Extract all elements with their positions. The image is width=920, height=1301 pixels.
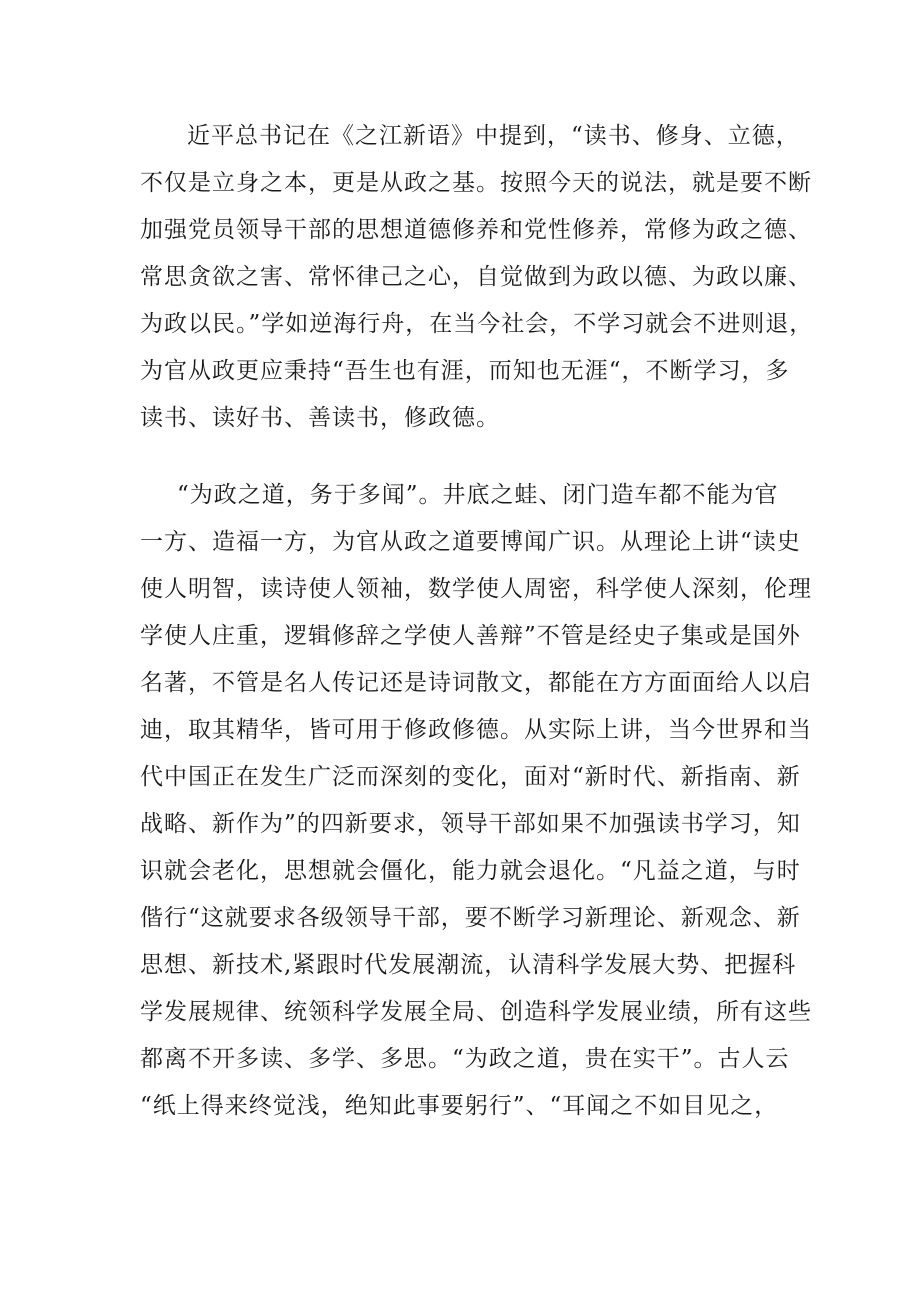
paragraph-2-line-12: 学发展规律、统领科学发展全局、创造科学发展业绩，所有这些 — [140, 999, 812, 1025]
paragraph-2-line-3: 使人明智，读诗使人领袖，数学使人周密，科学使人深刻，伦理 — [140, 576, 812, 602]
paragraph-2-line-5: 名著，不管是名人传记还是诗词散文，都能在方方面面给人以启 — [140, 670, 812, 696]
paragraph-1-line-6: 为官从政更应秉持“吾生也有涯，而知也无涯“，不断学习，多 — [140, 358, 790, 384]
paragraph-1-line-4: 常思贪欲之害、常怀律己之心，自觉做到为政以德、为政以廉、 — [140, 264, 812, 290]
paragraph-2-line-1: “为政之道，务于多闻”。井底之蛙、闭门造车都不能为官 — [177, 482, 779, 508]
paragraph-1-line-1: 近平总书记在《之江新语》中提到，“读书、修身、立德， — [187, 123, 800, 149]
paragraph-2-line-13: 都离不开多读、多学、多思。“为政之道，贵在实干”。古人云 — [140, 1046, 790, 1072]
paragraph-2-line-6: 迪，取其精华，皆可用于修政修德。从实际上讲，当今世界和当 — [140, 717, 812, 743]
paragraph-1-line-3: 加强党员领导干部的思想道德修养和党性修养，常修为政之德、 — [140, 217, 812, 243]
paragraph-2-line-10: 偕行“这就要求各级领导干部，要不断学习新理论、新观念、新 — [140, 905, 801, 931]
paragraph-2-line-14: “纸上得来终觉浅，绝知此事要躬行”、“耳闻之不如目见之， — [140, 1093, 779, 1119]
paragraph-2-line-4: 学使人庄重，逻辑修辞之学使人善辩”不管是经史子集或是国外 — [140, 623, 801, 649]
paragraph-2-line-7: 代中国正在发生广泛而深刻的变化，面对“新时代、新指南、新 — [140, 764, 801, 790]
paragraph-1-line-5: 为政以民。”学如逆海行舟，在当今社会，不学习就会不进则退， — [140, 311, 814, 337]
paragraph-1-line-7: 读书、读好书、善读书，修政德。 — [140, 405, 500, 431]
paragraph-1-line-2: 不仅是立身之本，更是从政之基。按照今天的说法，就是要不断 — [140, 170, 812, 196]
paragraph-2-line-2: 一方、造福一方，为官从政之道要博闻广识。从理论上讲“读史 — [140, 529, 801, 555]
paragraph-2-line-8: 战略、新作为”的四新要求，领导干部如果不加强读书学习，知 — [140, 811, 801, 837]
paragraph-2-line-11: 思想、新技术,紧跟时代发展潮流，认清科学发展大势、把握科 — [140, 952, 797, 978]
paragraph-2-line-9: 识就会老化，思想就会僵化，能力就会退化。“凡益之道，与时 — [140, 858, 801, 884]
